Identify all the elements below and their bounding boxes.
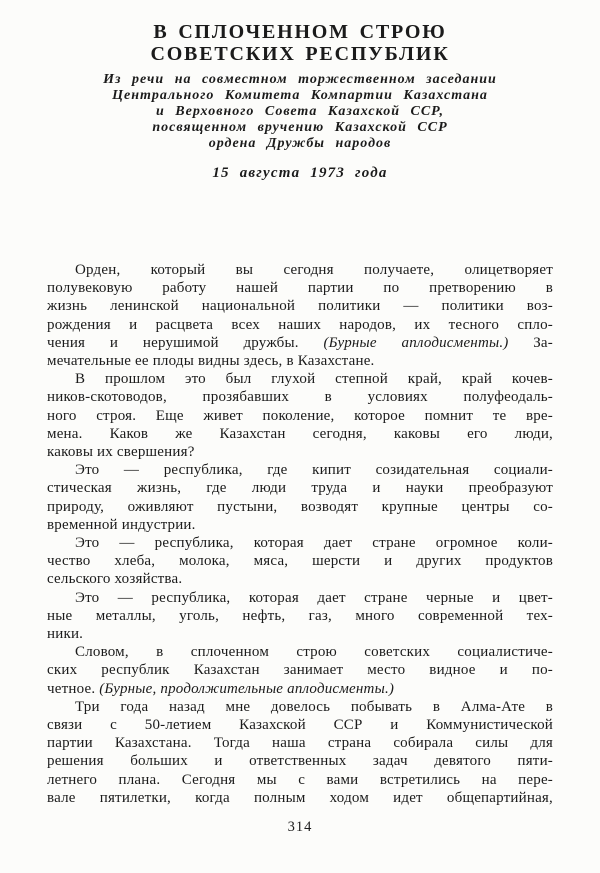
text-line: [47, 407, 553, 425]
speech-text: жизнь ленинской национальной политики — политики воз-: [47, 298, 553, 315]
text-line: [47, 716, 553, 734]
stage-direction-text: (Бурные, продолжительные аплодисменты.): [99, 680, 395, 697]
text-line: [47, 352, 553, 370]
paragraph: [47, 589, 553, 644]
speech-text: летнего плана. Сегодня мы с вами встретились на пере-: [47, 771, 553, 788]
paragraph: [47, 698, 553, 807]
speech-text: Орден, который вы сегодня получаете, олицетворяет: [75, 262, 553, 278]
text-line: [47, 388, 553, 406]
text-line: [47, 370, 553, 388]
speech-text: мена. Каков же Казахстан сегодня, каковы его люди,: [47, 425, 553, 442]
text-line: [47, 279, 553, 297]
paragraph: [47, 461, 553, 534]
text-line: [47, 698, 553, 716]
text-line: [47, 516, 553, 534]
paragraph: [47, 534, 553, 589]
speech-text: чения и нерушимой дружбы.: [47, 334, 324, 351]
text-line: [47, 461, 553, 479]
speech-text: ные металлы, уголь, нефть, газ, много современной тех-: [47, 607, 553, 624]
speech-text: Это — республика, где кипит созидательная социали-: [75, 462, 553, 479]
paragraph: [47, 370, 553, 461]
speech-text: решения больших и ответственных задач девятого пяти-: [47, 753, 553, 770]
article-subtitle: [0, 72, 600, 152]
title-line-1: В СПЛОЧЕННОМ СТРОЮ: [153, 21, 447, 43]
speech-text: вале пятилетки, когда полным ходом идет общепартийная,: [47, 789, 553, 806]
text-line: [47, 570, 553, 588]
subtitle-line: посвященном вручению Казахской ССР: [152, 120, 448, 135]
article-title: [0, 21, 600, 65]
subtitle-line: Из речи на совместном торжественном заседании: [103, 72, 497, 87]
paragraph: [47, 261, 553, 370]
speech-text: каковы их свершения?: [47, 444, 195, 461]
stage-direction-text: (Бурные аплодисменты.): [323, 334, 509, 351]
speech-date: 15 августа 1973 года: [212, 165, 388, 181]
speech-text: За-: [508, 334, 553, 351]
text-line: [47, 771, 553, 789]
speech-text: ники.: [47, 626, 84, 643]
speech-text: мечательные ее плоды видны здесь, в Казахстане.: [47, 353, 375, 370]
speech-text: В прошлом это был глухой степной край, край кочев-: [75, 371, 553, 388]
text-line: [47, 261, 553, 279]
text-line: [47, 479, 553, 497]
subtitle-line: ордена Дружбы народов: [208, 136, 392, 151]
text-line: [47, 534, 553, 552]
text-line: [47, 625, 553, 643]
text-line: [47, 425, 553, 443]
text-line: [47, 752, 553, 770]
page-number: 314: [287, 819, 313, 835]
speech-text: четное.: [47, 680, 100, 697]
text-line: [47, 297, 553, 315]
speech-text: временной индустрии.: [47, 516, 196, 533]
paragraph: [47, 643, 553, 698]
subtitle-line: Центрального Комитета Компартии Казахстана: [112, 88, 488, 103]
text-line: [47, 498, 553, 516]
speech-text: рождения и расцвета всех наших народов, их тесного спло-: [47, 316, 553, 333]
title-line-2: СОВЕТСКИХ РЕСПУБЛИК: [150, 43, 450, 65]
speech-text: партии Казахстана. Тогда наша страна собирала силы для: [47, 735, 553, 752]
text-line: [47, 552, 553, 570]
speech-text: Это — республика, которая дает стране черные и цвет-: [75, 589, 553, 606]
speech-text: Три года назад мне довелось побывать в Алма-Ате в: [75, 698, 553, 715]
speech-text: связи с 50-летием Казахской ССР и Коммунистической: [47, 717, 553, 734]
speech-text: полувековую работу нашей партии по претворению в: [47, 280, 553, 297]
text-line: [47, 589, 553, 607]
speech-text: Словом, в сплоченном строю советских социалистиче-: [75, 644, 553, 661]
text-line: [47, 643, 553, 661]
text-line: [47, 789, 553, 807]
article-body: [47, 261, 553, 807]
speech-text: сельского хозяйства.: [47, 571, 183, 588]
text-line: [47, 680, 553, 698]
text-line: [47, 334, 553, 352]
speech-text: ских республик Казахстан занимает место видное и по-: [47, 662, 553, 679]
speech-text: ников-скотоводов, прозябавших в условиях полуфеодаль-: [47, 389, 553, 406]
speech-text: стическая жизнь, где люди труда и науки преобразуют: [47, 480, 553, 497]
page-header: [0, 0, 600, 182]
text-line: [47, 443, 553, 461]
speech-text: чество хлеба, молока, мяса, шерсти и других продуктов: [47, 553, 553, 570]
subtitle-line: и Верховного Совета Казахской ССР,: [155, 104, 444, 119]
text-line: [47, 607, 553, 625]
speech-text: Это — республика, которая дает стране огромное коли-: [75, 535, 553, 552]
text-line: [47, 316, 553, 334]
speech-text: ного строя. Еще живет поколение, которое помнит те вре-: [47, 407, 553, 424]
text-line: [47, 661, 553, 679]
text-line: [47, 734, 553, 752]
speech-text: природу, оживляют пустыни, возводят крупные центры со-: [47, 498, 553, 515]
